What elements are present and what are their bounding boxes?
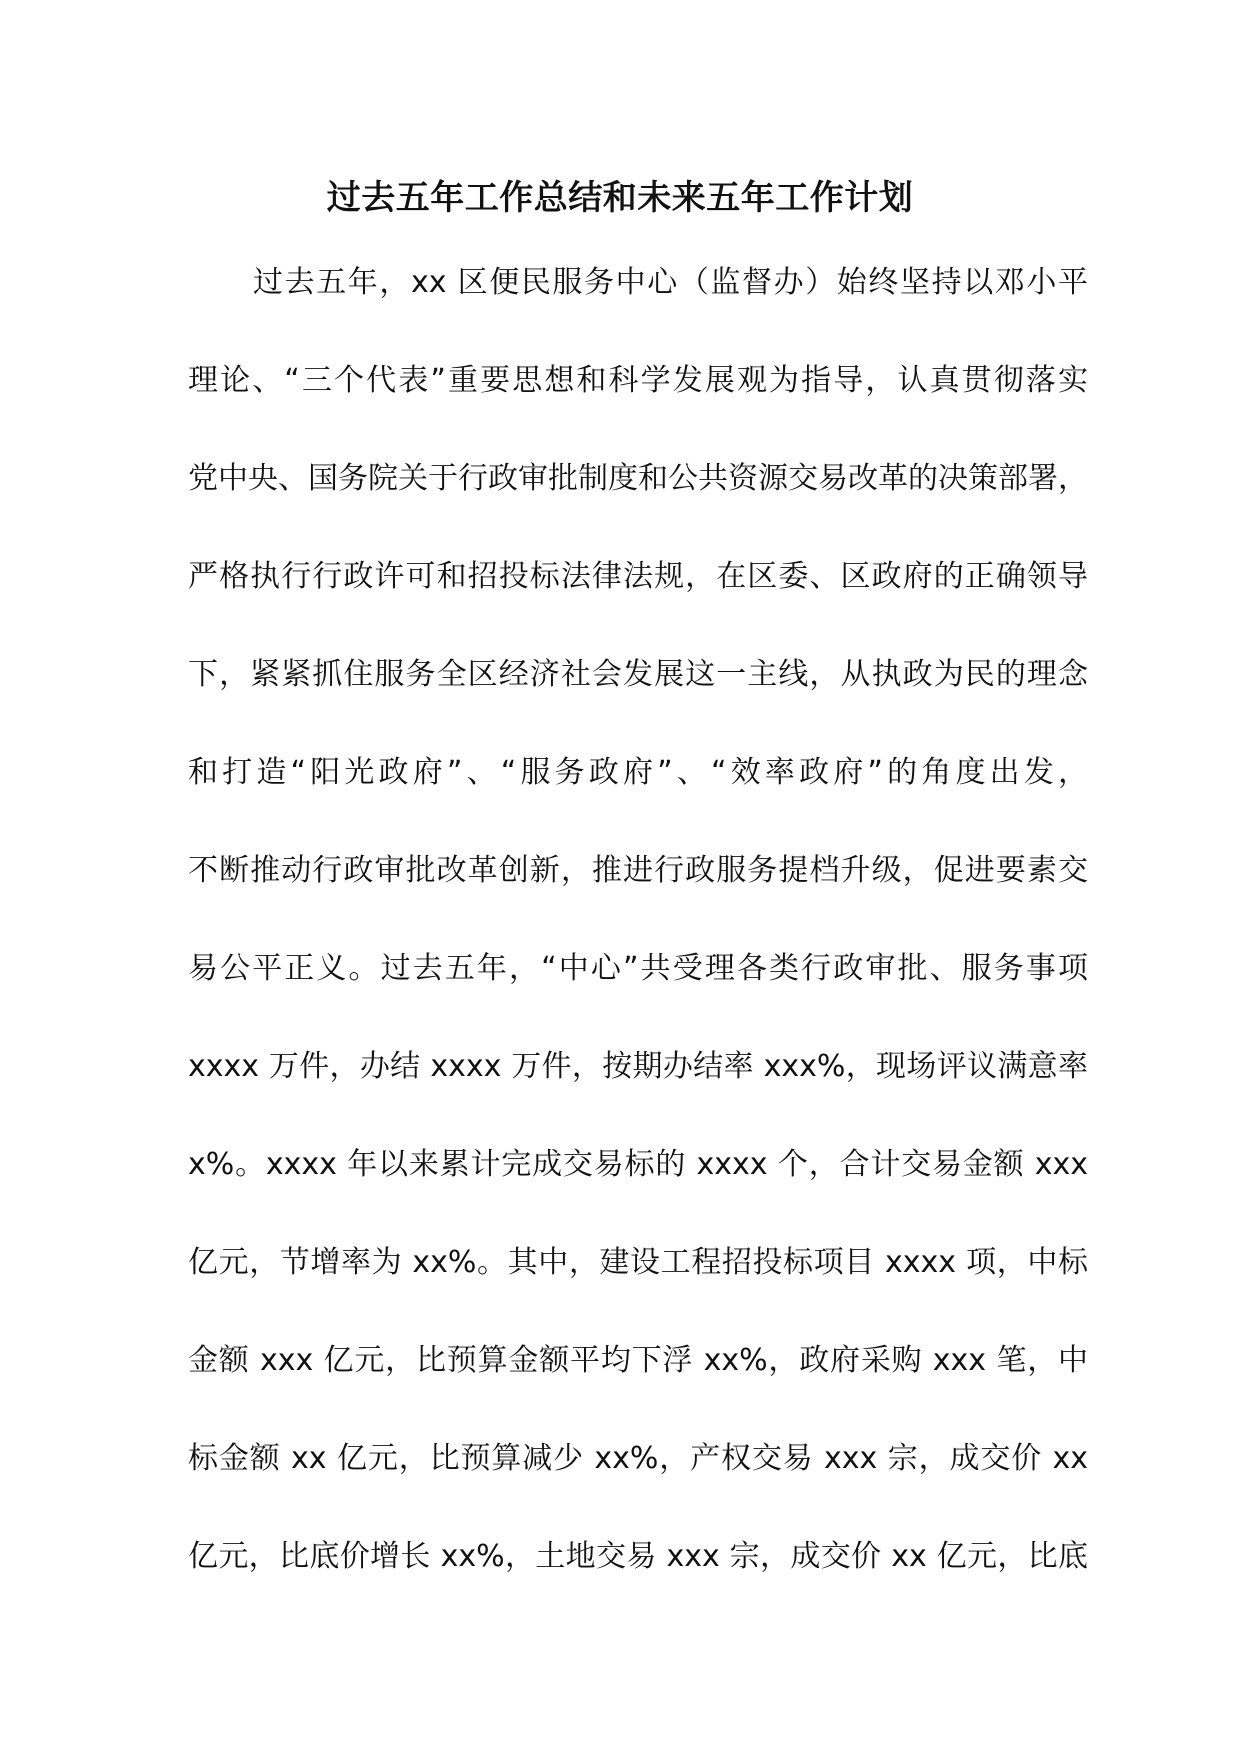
paragraph-line: 不断推动行政审批改革创新，推进行政服务提档升级，促进要素交 [188,853,1088,888]
body-paragraph [188,255,1088,1627]
paragraph-line: 标金额 xx 亿元，比预算减少 xx%，产权交易 xxx 宗，成交价 xx [188,1441,1088,1476]
paragraph-line: xxxx 万件，办结 xxxx 万件，按期办结率 xxx%，现场评议满意率 [188,1049,1088,1084]
paragraph-line: 金额 xxx 亿元，比预算金额平均下浮 xx%，政府采购 xxx 笔，中 [188,1343,1088,1378]
paragraph-line: 和打造“阳光政府”、“服务政府”、“效率政府”的角度出发， [188,755,1088,790]
paragraph-line: 易公平正义。过去五年，“中心”共受理各类行政审批、服务事项 [188,951,1088,986]
paragraph-line: 理论、“三个代表”重要思想和科学发展观为指导，认真贯彻落实 [188,363,1088,398]
paragraph-line: 亿元，比底价增长 xx%，土地交易 xxx 宗，成交价 xx 亿元，比底 [188,1539,1088,1574]
document-title: 过去五年工作总结和未来五年工作计划 [326,178,914,218]
paragraph-line: 党中央、国务院关于行政审批制度和公共资源交易改革的决策部署， [188,461,1088,496]
paragraph-line: 亿元，节增率为 xx%。其中，建设工程招投标项目 xxxx 项，中标 [188,1245,1088,1280]
paragraph-line: x%。xxxx 年以来累计完成交易标的 xxxx 个，合计交易金额 xxx [188,1147,1088,1182]
paragraph-line: 下，紧紧抓住服务全区经济社会发展这一主线，从执政为民的理念 [188,657,1088,692]
paragraph-line: 过去五年，xx 区便民服务中心（监督办）始终坚持以邓小平 [253,265,1088,300]
paragraph-line: 严格执行行政许可和招投标法律法规，在区委、区政府的正确领导 [188,559,1088,594]
